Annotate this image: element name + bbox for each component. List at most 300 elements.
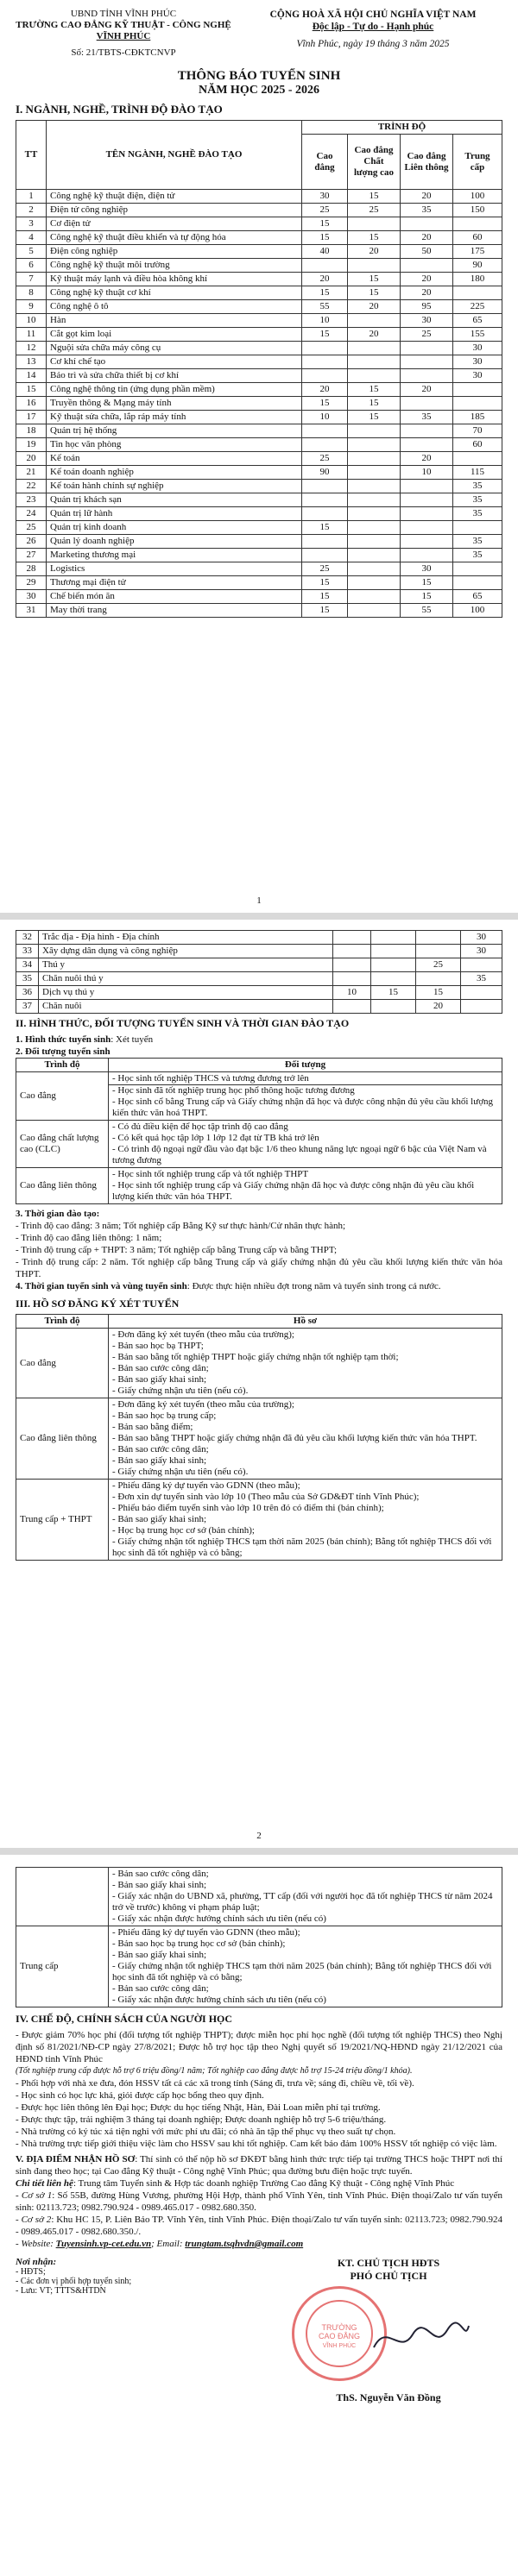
duration-heading: 3. Thời gian đào tạo: bbox=[16, 1209, 100, 1219]
trung-cap-quota bbox=[461, 1000, 502, 1014]
trung-cap-quota: 175 bbox=[453, 245, 502, 259]
cao-dang-clc-quota: 15 bbox=[348, 397, 401, 411]
duration-line: - Trình độ cao đẳng liên thông: 1 năm; bbox=[16, 1233, 162, 1243]
program-name: Dịch vụ thú y bbox=[39, 986, 333, 1000]
documents-list bbox=[109, 1926, 502, 2007]
program-row bbox=[16, 945, 502, 958]
cao-dang-quota bbox=[302, 507, 348, 521]
period-label: 4. Thời gian tuyển sinh và vùng tuyển sinh bbox=[16, 1281, 187, 1291]
documents-list bbox=[109, 1398, 502, 1480]
document-line: - Bản sao giấy khai sinh; bbox=[112, 1514, 207, 1524]
cao-dang-quota bbox=[302, 342, 348, 355]
program-row bbox=[16, 411, 502, 424]
trung-cap-quota: 90 bbox=[453, 259, 502, 273]
document-line: - Giấy chứng nhận tốt nghiệp THCS tạm thời năm 2025 (bản chính); Bằng tốt nghiệp THCS đối với học sinh đã tốt nghiệp và có bằng; bbox=[112, 1536, 492, 1558]
cao-dang-quota bbox=[333, 972, 371, 986]
cao-dang-quota: 15 bbox=[302, 576, 348, 590]
document-date: Vĩnh Phúc, ngày 19 tháng 3 năm 2025 bbox=[296, 39, 450, 49]
document-line: - Bản sao cước công dân; bbox=[112, 1983, 209, 1994]
footer-block bbox=[16, 2257, 502, 2447]
program-row bbox=[16, 480, 502, 493]
issuer-school: TRƯỜNG CAO ĐẲNG KỸ THUẬT - CÔNG NGHỆ bbox=[16, 20, 231, 30]
document-line: - Bản sao giấy khai sinh; bbox=[112, 1880, 207, 1890]
email-link[interactable]: trungtam.tsqhvdn@gmail.com bbox=[185, 2239, 304, 2249]
lien-thong-quota: 35 bbox=[401, 204, 453, 217]
trung-cap-quota: 30 bbox=[453, 342, 502, 355]
program-name: Công nghệ ô tô bbox=[47, 300, 302, 314]
row-index: 11 bbox=[16, 328, 47, 342]
trung-cap-quota: 60 bbox=[453, 438, 502, 452]
program-row bbox=[16, 328, 502, 342]
lien-thong-quota: 25 bbox=[416, 958, 461, 972]
submission-location bbox=[16, 2153, 502, 2177]
row-index: 2 bbox=[16, 204, 47, 217]
row-index: 32 bbox=[16, 931, 39, 945]
program-name: Hàn bbox=[47, 314, 302, 328]
cao-dang-clc-quota bbox=[348, 452, 401, 466]
cao-dang-clc-quota bbox=[348, 604, 401, 618]
programs-table-continued bbox=[16, 930, 502, 1014]
documents-list bbox=[109, 1329, 502, 1398]
policy-line: - Học sinh có học lực khá, giỏi được cấp học bổng theo quy định. bbox=[16, 2090, 264, 2101]
program-row bbox=[16, 1000, 502, 1014]
cao-dang-quota: 30 bbox=[302, 190, 348, 204]
lien-thong-quota: 30 bbox=[401, 314, 453, 328]
page-number: 2 bbox=[256, 1831, 262, 1841]
requirement-line: - Học sinh tốt nghiệp trung cấp và Giấy chứng nhận đã học và được công nhận đủ yêu cầu khối lượng kiến thức văn hóa THPT. bbox=[112, 1180, 475, 1202]
cao-dang-quota: 15 bbox=[302, 231, 348, 245]
target-requirements bbox=[109, 1072, 502, 1121]
cao-dang-quota: 25 bbox=[302, 452, 348, 466]
document-line: - Bản sao giấy khai sinh; bbox=[112, 1950, 207, 1960]
trung-cap-quota bbox=[453, 286, 502, 300]
col-cao-dang: Cao đẳng bbox=[302, 135, 348, 190]
lien-thong-quota: 15 bbox=[401, 590, 453, 604]
cao-dang-clc-quota: 20 bbox=[348, 245, 401, 259]
row-index: 12 bbox=[16, 342, 47, 355]
cao-dang-quota: 20 bbox=[302, 273, 348, 286]
program-row bbox=[16, 190, 502, 204]
row-index: 37 bbox=[16, 1000, 39, 1014]
trung-cap-quota: 30 bbox=[453, 355, 502, 369]
row-index: 35 bbox=[16, 972, 39, 986]
row-index: 14 bbox=[16, 369, 47, 383]
row-index: 15 bbox=[16, 383, 47, 397]
program-row bbox=[16, 958, 502, 972]
duration-line: - Trình độ trung cấp: 2 năm. Tốt nghiệp cấp bằng Trung cấp và giấy chứng nhận đủ yêu cầu khối lượng kiến thức văn hóa THPT. bbox=[16, 1257, 502, 1279]
trung-cap-quota bbox=[461, 986, 502, 1000]
row-index: 34 bbox=[16, 958, 39, 972]
document-line: - Bản sao cước công dân; bbox=[112, 1363, 209, 1373]
sign-title-1: KT. CHỦ TỊCH HĐTS bbox=[337, 2257, 440, 2269]
lien-thong-quota bbox=[401, 493, 453, 507]
cao-dang-quota: 90 bbox=[302, 466, 348, 480]
program-name: Công nghệ kỹ thuật môi trường bbox=[47, 259, 302, 273]
program-name: Tin học văn phòng bbox=[47, 438, 302, 452]
lien-thong-quota bbox=[401, 549, 453, 562]
cao-dang-quota bbox=[333, 958, 371, 972]
campus-1-text: : Số 55B, đường Hùng Vương, phường Hội Hợp, thành phố Vĩnh Yên, tỉnh Vĩnh Phúc. Điện thoại/Zalo tư vấn tuyển sinh: 02113.723; 0982.790.924 - 0989.465.017 - 0982.680.350. bbox=[16, 2190, 502, 2213]
program-name: Truyền thông & Mạng máy tính bbox=[47, 397, 302, 411]
program-name: Quản lý doanh nghiệp bbox=[47, 535, 302, 549]
trung-cap-quota: 30 bbox=[453, 369, 502, 383]
document-line: - Bản sao học bạ trung cấp; bbox=[112, 1411, 217, 1421]
program-name: Quản trị khách sạn bbox=[47, 493, 302, 507]
contact-label: Chi tiết liên hệ bbox=[16, 2178, 73, 2189]
campus-2 bbox=[16, 2214, 502, 2238]
cao-dang-quota bbox=[302, 355, 348, 369]
lien-thong-quota bbox=[401, 424, 453, 438]
document-number: Số: 21/TBTS-CĐKTCNVP bbox=[71, 47, 176, 58]
cao-dang-quota: 10 bbox=[333, 986, 371, 1000]
lien-thong-quota bbox=[416, 931, 461, 945]
requirement-line: - Học sinh tốt nghiệp THCS và tương đương trở lên bbox=[109, 1073, 502, 1085]
trung-cap-quota: 35 bbox=[453, 507, 502, 521]
document-line: - Phiếu đăng ký dự tuyển vào GDNN (theo mẫu); bbox=[112, 1480, 300, 1491]
policy-line: - Phối hợp với nhà xe đưa, đón HSSV tất cả các xã trong tỉnh (Sáng đi, trưa về; sáng đi, chiều về, tối về). bbox=[16, 2078, 414, 2089]
cao-dang-clc-quota bbox=[348, 590, 401, 604]
policy-line: - Nhà trường có ký túc xá tiện nghi với mức phí ưu đãi; có nhà ăn tập thể phục vụ theo suất tự chọn. bbox=[16, 2127, 396, 2137]
documents-table bbox=[16, 1314, 502, 1561]
document-line: - Phiếu đăng ký dự tuyển vào GDNN (theo mẫu); bbox=[112, 1927, 300, 1938]
documents-list bbox=[109, 1868, 502, 1926]
program-name: Cơ điện tử bbox=[47, 217, 302, 231]
cao-dang-clc-quota bbox=[371, 945, 416, 958]
row-index: 23 bbox=[16, 493, 47, 507]
cao-dang-clc-quota bbox=[371, 931, 416, 945]
row-index: 16 bbox=[16, 397, 47, 411]
program-name: Logistics bbox=[47, 562, 302, 576]
cao-dang-clc-quota bbox=[348, 217, 401, 231]
program-row bbox=[16, 424, 502, 438]
row-index: 27 bbox=[16, 549, 47, 562]
program-name: Kế toán bbox=[47, 452, 302, 466]
program-name: Công nghệ kỹ thuật cơ khí bbox=[47, 286, 302, 300]
trung-cap-quota: 35 bbox=[461, 972, 502, 986]
lien-thong-quota bbox=[416, 972, 461, 986]
contact-text: : Trung tâm Tuyển sinh & Hợp tác doanh nghiệp Trường Cao đẳng Kỹ thuật - Công nghệ Vĩnh Phúc bbox=[73, 2178, 455, 2189]
lien-thong-quota: 15 bbox=[401, 576, 453, 590]
document-line: - Bản sao cước công dân; bbox=[112, 1444, 209, 1454]
admission-method-text: : Xét tuyển bbox=[111, 1034, 154, 1045]
row-index: 9 bbox=[16, 300, 47, 314]
program-name: Chế biến món ăn bbox=[47, 590, 302, 604]
lien-thong-quota: 20 bbox=[401, 190, 453, 204]
campus-1 bbox=[16, 2190, 502, 2214]
trung-cap-quota bbox=[453, 217, 502, 231]
lien-thong-quota: 20 bbox=[401, 231, 453, 245]
target-level: Cao đẳng chất lượng cao (CLC) bbox=[16, 1121, 109, 1168]
cao-dang-clc-quota bbox=[348, 507, 401, 521]
row-index: 1 bbox=[16, 190, 47, 204]
requirement-line: - Học sinh đã tốt nghiệp trung học phổ thông hoặc tương đương bbox=[112, 1085, 355, 1096]
cao-dang-clc-quota bbox=[348, 549, 401, 562]
lien-thong-quota bbox=[401, 438, 453, 452]
program-name: Cơ khí chế tạo bbox=[47, 355, 302, 369]
section-2-heading: II. HÌNH THỨC, ĐỐI TƯỢNG TUYỂN SINH VÀ THỜI GIAN ĐÀO TẠO bbox=[16, 1017, 350, 1029]
program-row bbox=[16, 931, 502, 945]
row-index: 29 bbox=[16, 576, 47, 590]
cao-dang-clc-quota: 15 bbox=[348, 231, 401, 245]
lien-thong-quota: 50 bbox=[401, 245, 453, 259]
program-name: Công nghệ thông tin (ứng dụng phần mềm) bbox=[47, 383, 302, 397]
target-col-object: Đối tượng bbox=[109, 1059, 502, 1072]
trung-cap-quota bbox=[453, 452, 502, 466]
trung-cap-quota: 65 bbox=[453, 590, 502, 604]
lien-thong-quota bbox=[401, 507, 453, 521]
lien-thong-quota bbox=[401, 342, 453, 355]
section-5-heading: V. ĐỊA ĐIỂM NHẬN HỒ SƠ bbox=[16, 2154, 136, 2164]
program-row bbox=[16, 273, 502, 286]
cao-dang-quota bbox=[302, 438, 348, 452]
cao-dang-clc-quota: 15 bbox=[348, 383, 401, 397]
policy-line: - Được giảm 70% học phí (đối tượng tốt nghiệp THPT); được miễn học phí học nghề (đối tượng tốt nghiệp THCS) theo Nghị định số 81/2021/NĐ-CP ngày 27/8/2021; Được hỗ trợ học tập theo Nghị quyết số 19/2021/NQ-HĐND ngày 21/12/2021 của HĐND tỉnh Vĩnh Phúc bbox=[16, 2030, 502, 2064]
cao-dang-quota bbox=[333, 931, 371, 945]
program-row bbox=[16, 231, 502, 245]
lien-thong-quota bbox=[401, 259, 453, 273]
cao-dang-quota: 10 bbox=[302, 314, 348, 328]
cao-dang-clc-quota bbox=[348, 480, 401, 493]
program-row bbox=[16, 383, 502, 397]
row-index: 24 bbox=[16, 507, 47, 521]
documents-col-level: Trình độ bbox=[16, 1315, 109, 1329]
row-index: 7 bbox=[16, 273, 47, 286]
program-name: Bảo trì và sửa chữa thiết bị cơ khí bbox=[47, 369, 302, 383]
program-row bbox=[16, 493, 502, 507]
target-requirements bbox=[109, 1121, 502, 1168]
sign-title-2: PHÓ CHỦ TỊCH bbox=[350, 2270, 427, 2282]
lien-thong-quota bbox=[401, 217, 453, 231]
program-name: Công nghệ kỹ thuật điều khiển và tự động hóa bbox=[47, 231, 302, 245]
trung-cap-quota: 185 bbox=[453, 411, 502, 424]
target-table bbox=[16, 1058, 502, 1204]
program-row bbox=[16, 314, 502, 328]
duration-line: - Trình độ trung cấp + THPT: 3 năm; Tốt nghiệp cấp bằng Trung cấp và bằng THPT; bbox=[16, 1245, 337, 1255]
website-link[interactable]: Tuyensinh.vp-cet.edu.vn bbox=[55, 2239, 152, 2249]
program-row bbox=[16, 535, 502, 549]
row-index: 28 bbox=[16, 562, 47, 576]
cao-dang-clc-quota: 15 bbox=[371, 986, 416, 1000]
target-col-level: Trình độ bbox=[16, 1059, 109, 1072]
cao-dang-clc-quota bbox=[371, 1000, 416, 1014]
row-index: 25 bbox=[16, 521, 47, 535]
program-row bbox=[16, 562, 502, 576]
program-name: Quản trị kinh doanh bbox=[47, 521, 302, 535]
cao-dang-clc-quota bbox=[348, 438, 401, 452]
cao-dang-clc-quota bbox=[348, 369, 401, 383]
recipient-item: - Các đơn vị phối hợp tuyển sinh; bbox=[16, 2277, 132, 2286]
program-name: Quản trị lữ hành bbox=[47, 507, 302, 521]
cao-dang-clc-quota bbox=[348, 314, 401, 328]
page-1 bbox=[0, 0, 518, 913]
program-name: Thú y bbox=[39, 958, 333, 972]
row-index: 6 bbox=[16, 259, 47, 273]
trung-cap-quota: 35 bbox=[453, 549, 502, 562]
trung-cap-quota: 30 bbox=[461, 931, 502, 945]
page-2 bbox=[0, 920, 518, 1848]
cao-dang-clc-quota bbox=[348, 535, 401, 549]
documents-list bbox=[109, 1480, 502, 1561]
document-line: - Giấy xác nhận do UBND xã, phường, TT cấp (đối với người học đã tốt nghiệp THCS từ năm 2024 trở về trước) không vi phạm pháp luật; bbox=[112, 1891, 493, 1913]
program-name: Cắt gọt kim loại bbox=[47, 328, 302, 342]
cao-dang-quota: 15 bbox=[302, 604, 348, 618]
trung-cap-quota: 30 bbox=[461, 945, 502, 958]
program-name: Thương mại điện tử bbox=[47, 576, 302, 590]
cao-dang-quota bbox=[302, 549, 348, 562]
policy-note: (Tốt nghiệp trung cấp được hỗ trợ 6 triệu đồng/1 năm; Tốt nghiệp cao đẳng được hỗ trợ 15-24 triệu đồng/1 khóa). bbox=[16, 2066, 413, 2076]
program-row bbox=[16, 521, 502, 535]
document-header bbox=[16, 9, 502, 59]
campus-2-text: : Khu HC 15, P. Liên Bảo TP. Vĩnh Yên, tỉnh Vĩnh Phúc. Điện thoại/Zalo tư vấn tuyển sinh: 02113.723; 0982.790.924 - 0989.465.017 - 0982.680.350./. bbox=[16, 2215, 502, 2237]
recipient-item: - Lưu: VT; TTTS&HTDN bbox=[16, 2286, 106, 2296]
requirement-line: - Có đủ điều kiện để học tập trình độ cao đẳng bbox=[112, 1122, 288, 1132]
trung-cap-quota: 35 bbox=[453, 480, 502, 493]
programs-table-body-continued bbox=[16, 931, 502, 1014]
program-name: Chăn nuôi thú y bbox=[39, 972, 333, 986]
cao-dang-quota: 25 bbox=[302, 204, 348, 217]
lien-thong-quota: 20 bbox=[401, 286, 453, 300]
lien-thong-quota: 55 bbox=[401, 604, 453, 618]
page-title: THÔNG BÁO TUYỂN SINH bbox=[177, 69, 341, 83]
national-title: CỘNG HOÀ XÃ HỘI CHỦ NGHĨA VIỆT NAM bbox=[269, 9, 477, 20]
cao-dang-quota bbox=[302, 493, 348, 507]
program-row bbox=[16, 369, 502, 383]
website-label: - Website: bbox=[16, 2239, 56, 2249]
campus-1-label: - Cơ sở 1 bbox=[16, 2190, 53, 2201]
signer-name: ThS. Nguyễn Văn Đồng bbox=[336, 2391, 441, 2403]
cao-dang-quota bbox=[333, 1000, 371, 1014]
document-line: - Giấy chứng nhận tốt nghiệp THCS tạm thời năm 2025 (bản chính); Bằng tốt nghiệp THCS đối với học sinh đã tốt nghiệp và có bằng; bbox=[112, 1961, 492, 1982]
cao-dang-clc-quota bbox=[348, 355, 401, 369]
svg-text:VĨNH PHÚC: VĨNH PHÚC bbox=[322, 2343, 357, 2349]
document-line: - Bản sao cước công dân; bbox=[112, 1869, 209, 1879]
col-trung-cap: Trung cấp bbox=[453, 135, 502, 190]
documents-level: Cao đẳng liên thông bbox=[16, 1398, 109, 1480]
document-line: - Bản sao bằng tốt nghiệp THPT hoặc giấy chứng nhận tốt nghiệp tạm thời; bbox=[112, 1352, 399, 1362]
trung-cap-quota: 65 bbox=[453, 314, 502, 328]
row-index: 31 bbox=[16, 604, 47, 618]
lien-thong-quota: 95 bbox=[401, 300, 453, 314]
row-index: 10 bbox=[16, 314, 47, 328]
cao-dang-clc-quota: 20 bbox=[348, 328, 401, 342]
row-index: 30 bbox=[16, 590, 47, 604]
section-4-heading: IV. CHẾ ĐỘ, CHÍNH SÁCH CỦA NGƯỜI HỌC bbox=[16, 2013, 233, 2025]
program-row bbox=[16, 245, 502, 259]
trung-cap-quota: 35 bbox=[453, 535, 502, 549]
trung-cap-quota bbox=[461, 958, 502, 972]
cao-dang-quota: 15 bbox=[302, 286, 348, 300]
lien-thong-quota: 30 bbox=[401, 562, 453, 576]
program-name: Nguội sửa chữa máy công cụ bbox=[47, 342, 302, 355]
trung-cap-quota: 180 bbox=[453, 273, 502, 286]
documents-col-files: Hồ sơ bbox=[109, 1315, 502, 1329]
section-3-heading: III. HỒ SƠ ĐĂNG KÝ XÉT TUYỂN bbox=[16, 1297, 180, 1310]
program-row bbox=[16, 590, 502, 604]
row-index: 21 bbox=[16, 466, 47, 480]
lien-thong-quota: 20 bbox=[401, 273, 453, 286]
col-cao-dang-clc: Cao đẳng Chất lượng cao bbox=[348, 135, 401, 190]
recipients-block bbox=[16, 2257, 214, 2296]
cao-dang-clc-quota bbox=[348, 342, 401, 355]
lien-thong-quota: 15 bbox=[416, 986, 461, 1000]
cao-dang-quota: 15 bbox=[302, 217, 348, 231]
cao-dang-clc-quota bbox=[348, 259, 401, 273]
document-line: - Bản sao học bạ THPT; bbox=[112, 1341, 204, 1351]
submission-text: : Thí sinh có thể nộp hồ sơ ĐKĐT bằng hình thức trực tiếp tại trường THCS hoặc THPT nơi thí sinh đang theo học; tại Cao đẳng Kỹ thuật - Công nghệ Vĩnh Phúc; qua đường bưu điện hoặc trực tuyến. bbox=[16, 2154, 502, 2177]
cao-dang-clc-quota bbox=[348, 562, 401, 576]
national-motto: Độc lập - Tự do - Hạnh phúc bbox=[312, 22, 434, 32]
policy-line: - Được học liên thông lên Đại học; Được du học tiếng Nhật, Hàn, Đài Loan miễn phí tại trường. bbox=[16, 2102, 381, 2113]
row-index: 26 bbox=[16, 535, 47, 549]
program-row bbox=[16, 355, 502, 369]
target-level: Cao đẳng bbox=[16, 1072, 109, 1121]
document-line: - Bản sao bằng THPT hoặc giấy chứng nhận đã đủ yêu cầu khối lượng kiến thức văn hóa THPT. bbox=[112, 1433, 477, 1443]
cao-dang-quota: 40 bbox=[302, 245, 348, 259]
row-index: 13 bbox=[16, 355, 47, 369]
document-line: - Đơn đăng ký xét tuyển (theo mẫu của trường); bbox=[112, 1329, 294, 1340]
cao-dang-clc-quota: 15 bbox=[348, 286, 401, 300]
issuer-province: UBND TỈNH VĨNH PHÚC bbox=[70, 9, 177, 19]
lien-thong-quota: 35 bbox=[401, 411, 453, 424]
lien-thong-quota: 20 bbox=[416, 1000, 461, 1014]
lien-thong-quota: 10 bbox=[401, 466, 453, 480]
program-row bbox=[16, 507, 502, 521]
program-row bbox=[16, 342, 502, 355]
col-cao-dang-lien-thong: Cao đẳng Liên thông bbox=[401, 135, 453, 190]
document-line: - Phiếu báo điểm tuyển sinh vào lớp 10 trên đó có điểm thi (bản chính); bbox=[112, 1503, 384, 1513]
trung-cap-quota bbox=[453, 383, 502, 397]
document-line: - Giấy xác nhận được hưởng chính sách ưu tiên (nếu có) bbox=[112, 1913, 326, 1924]
row-index: 22 bbox=[16, 480, 47, 493]
page-subtitle: NĂM HỌC 2025 - 2026 bbox=[199, 84, 319, 97]
documents-table-continued bbox=[16, 1867, 502, 2007]
cao-dang-clc-quota bbox=[371, 972, 416, 986]
cao-dang-quota bbox=[302, 480, 348, 493]
row-index: 3 bbox=[16, 217, 47, 231]
program-row bbox=[16, 286, 502, 300]
row-index: 20 bbox=[16, 452, 47, 466]
document-line: - Bản sao giấy khai sinh; bbox=[112, 1455, 207, 1466]
document-line: - Đơn xin dự tuyển sinh vào lớp 10 (Theo mẫu của Sở GD&ĐT tỉnh Vĩnh Phúc); bbox=[112, 1492, 420, 1502]
page-3 bbox=[0, 1855, 518, 2576]
documents-level: Trung cấp + THPT bbox=[16, 1480, 109, 1561]
col-level-group: TRÌNH ĐỘ bbox=[302, 121, 502, 135]
lien-thong-quota bbox=[416, 945, 461, 958]
program-row bbox=[16, 986, 502, 1000]
program-name: Kỹ thuật sửa chữa, lắp ráp máy tính bbox=[47, 411, 302, 424]
cao-dang-clc-quota: 15 bbox=[348, 273, 401, 286]
period-text: : Được thực hiện nhiều đợt trong năm và tuyển sinh trong cả nước. bbox=[186, 1281, 441, 1291]
program-name: Công nghệ kỹ thuật điện, điện tử bbox=[47, 190, 302, 204]
row-index: 36 bbox=[16, 986, 39, 1000]
trung-cap-quota: 155 bbox=[453, 328, 502, 342]
requirement-line: - Có trình độ ngoại ngữ đầu vào đạt bậc 1/6 theo khung năng lực ngoại ngữ 6 bậc của Việt Nam và tương đương bbox=[112, 1144, 487, 1165]
document-line: - Giấy chứng nhận ưu tiên (nếu có). bbox=[112, 1385, 249, 1396]
program-row bbox=[16, 972, 502, 986]
lien-thong-quota: 25 bbox=[401, 328, 453, 342]
cao-dang-clc-quota: 15 bbox=[348, 411, 401, 424]
col-program-name: TÊN NGÀNH, NGHỀ ĐÀO TẠO bbox=[47, 121, 302, 190]
cao-dang-clc-quota bbox=[348, 576, 401, 590]
cao-dang-quota: 15 bbox=[302, 397, 348, 411]
document-line: - Giấy chứng nhận ưu tiên (nếu có). bbox=[112, 1467, 249, 1477]
cao-dang-clc-quota bbox=[371, 958, 416, 972]
program-name: Kế toán hành chính sự nghiệp bbox=[47, 480, 302, 493]
cao-dang-quota: 15 bbox=[302, 521, 348, 535]
document-line: - Giấy xác nhận được hưởng chính sách ưu tiên (nếu có) bbox=[112, 1995, 326, 2005]
page-number: 1 bbox=[256, 895, 262, 906]
web-contacts bbox=[16, 2238, 502, 2250]
